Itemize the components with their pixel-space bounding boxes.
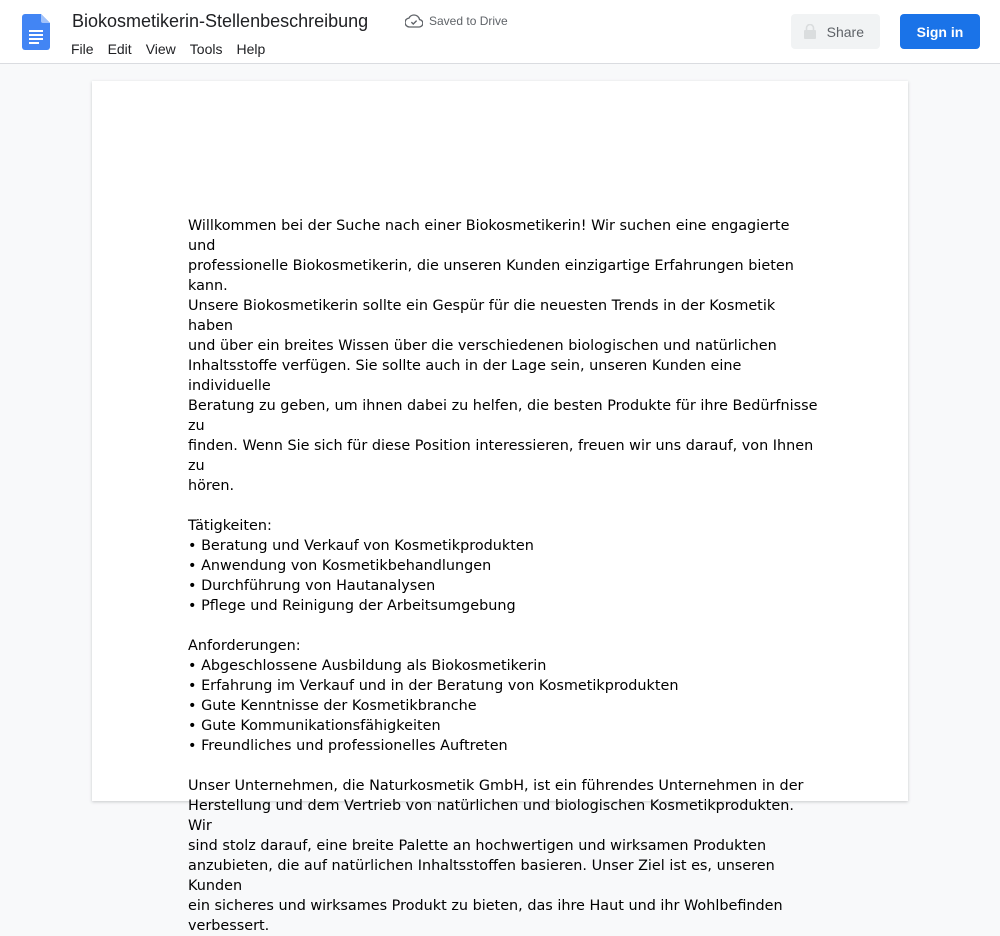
paragraph-spacer [188,616,818,636]
company-line: verbessert. [188,918,270,934]
intro-line: professionelle Biokosmetikerin, die unseren Kunden einzigartige Erfahrungen bieten kann. [188,258,794,294]
intro-line: Inhaltsstoffe verfügen. Sie sollte auch in der Lage sein, unseren Kunden eine individuelle [188,358,742,394]
menu-tools[interactable]: Tools [189,41,223,57]
intro-line: finden. Wenn Sie sich für diese Position interessieren, freuen wir uns darauf, von Ihnen zu [188,438,814,474]
task-item: • Beratung und Verkauf von Kosmetikprodukten [188,538,534,554]
menu-bar [64,39,272,59]
task-item: • Durchführung von Hautanalysen [188,578,436,594]
requirement-item: • Gute Kenntnisse der Kosmetikbranche [188,698,477,714]
saved-status[interactable] [405,14,508,28]
sign-in-button[interactable]: Sign in [900,14,980,49]
cloud-done-icon [405,14,423,28]
document-title[interactable]: Biokosmetikerin-Stellenbeschreibung [72,11,369,31]
menu-help[interactable]: Help [236,41,266,57]
paragraph-spacer [188,756,818,776]
intro-line: Unsere Biokosmetikerin sollte ein Gespür für die neuesten Trends in der Kosmetik haben [188,298,776,334]
document-body[interactable] [188,216,818,936]
menu-view[interactable]: View [145,41,176,57]
intro-line: Beratung zu geben, um ihnen dabei zu helfen, die besten Produkte für ihre Bedürfnisse zu [188,398,818,434]
requirements-heading: Anforderungen: [188,638,301,654]
company-line: ein sicheres und wirksames Produkt zu bieten, das ihre Haut und ihr Wohlbefinden [188,898,783,914]
task-item: • Pflege und Reinigung der Arbeitsumgebung [188,598,516,614]
saved-status-label: Saved to Drive [429,14,508,28]
task-item: • Anwendung von Kosmetikbehandlungen [188,558,492,574]
company-line: Herstellung und dem Vertrieb von natürlichen und biologischen Kosmetikprodukten. Wir [188,798,794,834]
requirement-item: • Gute Kommunikationsfähigkeiten [188,718,441,734]
requirement-item: • Erfahrung im Verkauf und in der Beratung von Kosmetikprodukten [188,678,679,694]
lock-icon [803,24,817,39]
company-line: anzubieten, die auf natürlichen Inhaltsstoffen basieren. Unser Ziel ist es, unseren Kunden [188,858,775,894]
company-line: sind stolz darauf, eine breite Palette an hochwertigen und wirksamen Produkten [188,838,767,854]
intro-line: und über ein breites Wissen über die verschiedenen biologischen und natürlichen [188,338,777,354]
tasks-heading: Tätigkeiten: [188,518,272,534]
document-page[interactable] [92,81,908,934]
google-docs-icon[interactable] [22,14,50,50]
menu-file[interactable]: File [71,41,94,57]
share-button-label: Share [826,23,864,40]
intro-line: hören. [188,478,235,494]
intro-line: Willkommen bei der Suche nach einer Biokosmetikerin! Wir suchen eine engagierte und [188,218,790,254]
paragraph-spacer [188,496,818,516]
share-button[interactable] [791,14,880,49]
requirement-item: • Freundliches und professionelles Auftreten [188,738,508,754]
top-bar [0,0,1000,64]
requirement-item: • Abgeschlossene Ausbildung als Biokosmetikerin [188,658,547,674]
company-line: Unser Unternehmen, die Naturkosmetik GmbH, ist ein führendes Unternehmen in der [188,778,804,794]
menu-edit[interactable]: Edit [107,41,132,57]
